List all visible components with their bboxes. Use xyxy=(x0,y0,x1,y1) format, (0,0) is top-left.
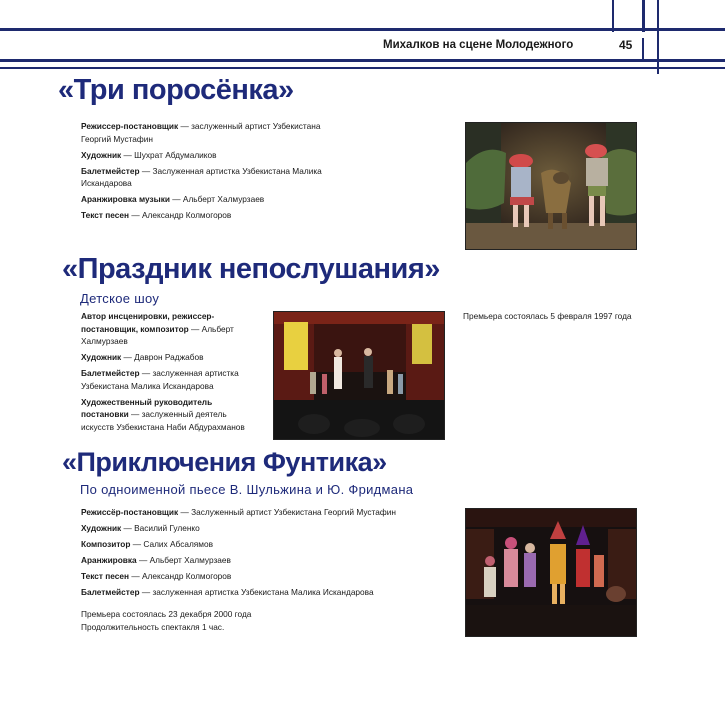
credit-value: Шухрат Абдумаликов xyxy=(134,149,217,160)
credit-role: Балетмейстер xyxy=(81,587,140,597)
credit-role: Художник xyxy=(81,352,122,362)
credit-role: Режиссер-постановщик xyxy=(81,121,179,131)
credit-item: Режиссер-постановщик — заслуженный артист Узбекистана Георгий Мустафин xyxy=(81,121,321,144)
credit-value: Альберт Халмурзаев xyxy=(149,555,231,565)
credit-role: Художник xyxy=(81,523,122,533)
section-title-three-pigs: «Три поросёнка» xyxy=(58,74,294,106)
header-vertical-rule xyxy=(612,0,614,32)
credit-item: Художественный руководитель постановки — заслуженный деятель искусств Узбекистана Наби Абдурахманов xyxy=(81,396,245,432)
section-subtitle: Детское шоу xyxy=(80,291,160,306)
credit-role: Композитор xyxy=(81,539,131,549)
duration-note: Продолжительность спектакля 1 час. xyxy=(81,622,225,632)
premiere-note: Премьера состоялась 23 декабря 2000 года xyxy=(81,609,252,619)
credit-value: искусств Узбекистана Наби Абдурахманов xyxy=(81,421,245,432)
credit-role: Балетмейстер xyxy=(81,368,140,378)
credit-value: Василий Гуленко xyxy=(134,523,200,533)
stage-photo-funtik xyxy=(465,508,637,637)
credit-item: Балетмейстер — Заслуженная артистка Узбекистана Малика Искандарова xyxy=(81,165,322,188)
stage-photo-holiday-of-disobedience xyxy=(273,311,445,440)
running-title: Михалков на сцене Молодежного xyxy=(383,39,574,51)
credit-role: Автор инсценировки, режиссер- xyxy=(81,311,215,321)
credit-value: заслуженная артистка xyxy=(152,368,239,378)
stage-photo-three-pigs xyxy=(465,122,637,250)
credit-item: Текст песен — Александр Колмогоров xyxy=(81,210,232,220)
header-vertical-rule xyxy=(642,38,644,62)
credits-three-pigs xyxy=(81,120,331,225)
credit-value: Халмурзаев xyxy=(81,336,128,346)
credits-funtik xyxy=(81,506,411,602)
credit-role: Текст песен xyxy=(81,571,130,581)
credit-item: Художник — Василий Гуленко xyxy=(81,523,200,533)
credit-role: Художник xyxy=(81,149,122,160)
credit-value: заслуженный артист Узбекистана xyxy=(191,121,321,131)
credit-role: постановки xyxy=(81,409,129,419)
premiere-note: Премьера состоялась 5 февраля 1997 года xyxy=(463,311,632,321)
credit-item: Автор инсценировки, режиссер- постановщик, композитор — Альберт Халмурзаев xyxy=(81,311,234,346)
credit-role: Художественный руководитель xyxy=(81,396,213,407)
credit-value: Заслуженный артист Узбекистана Георгий Мустафин xyxy=(191,507,396,517)
credit-value: заслуженная артистка Узбекистана Малика Искандарова xyxy=(152,587,374,597)
section-title-holiday-of-disobedience: «Праздник непослушания» xyxy=(62,253,440,285)
credit-value: заслуженный деятель xyxy=(141,409,227,419)
credit-value: Даврон Раджабов xyxy=(134,352,204,362)
credit-item: Аранжировка — Альберт Халмурзаев xyxy=(81,555,231,565)
credit-value: Салих Абсалямов xyxy=(143,539,214,549)
credit-role: Аранжировка xyxy=(81,555,137,565)
credit-value: Узбекистана Малика Искандарова xyxy=(81,380,214,391)
section-title-funtik: «Приключения Фунтика» xyxy=(62,447,387,477)
credits-holiday-of-disobedience xyxy=(81,310,266,437)
credit-item: Текст песен — Александр Колмогоров xyxy=(81,571,232,581)
page-number: 45 xyxy=(619,38,633,52)
header-rule-mid xyxy=(0,59,725,62)
credit-item: Композитор — Салих Абсалямов xyxy=(81,539,214,549)
credit-role: Текст песен xyxy=(81,210,130,220)
credit-item: Художник — Даврон Раджабов xyxy=(81,352,204,362)
credit-item: Художник — Шухрат Абдумаликов xyxy=(81,149,217,160)
credit-role: Режиссёр-постановщик xyxy=(81,507,179,517)
header-rule-bottom xyxy=(0,67,725,69)
credit-value: Альберт Халмурзаев xyxy=(182,194,265,204)
credit-role: постановщик, композитор xyxy=(81,323,189,334)
header-vertical-rule xyxy=(657,0,659,74)
header-vertical-rule xyxy=(642,0,645,32)
section-subtitle: По одноименной пьесе В. Шульжина и Ю. Фридмана xyxy=(80,482,414,497)
credit-role: Балетмейстер xyxy=(81,165,140,176)
credit-value: Георгий Мустафин xyxy=(81,133,153,144)
credit-value: Альберт xyxy=(201,323,234,334)
header-rule-top xyxy=(0,28,725,31)
credit-value: Александр Колмогоров xyxy=(141,571,232,581)
credit-value: Искандарова xyxy=(81,178,132,188)
credit-item: Аранжировка музыки — Альберт Халмурзаев xyxy=(81,194,265,204)
credit-item: Балетмейстер — заслуженная артистка Узбекистана Малика Искандарова xyxy=(81,587,374,597)
credit-value: Александр Колмогоров xyxy=(141,210,232,220)
credit-item: Балетмейстер — заслуженная артистка Узбекистана Малика Искандарова xyxy=(81,368,239,391)
credit-role: Аранжировка музыки xyxy=(81,194,170,204)
credit-value: Заслуженная артистка Узбекистана Малика xyxy=(152,165,322,176)
credit-item: Режиссёр-постановщик — Заслуженный артист Узбекистана Георгий Мустафин xyxy=(81,507,396,517)
